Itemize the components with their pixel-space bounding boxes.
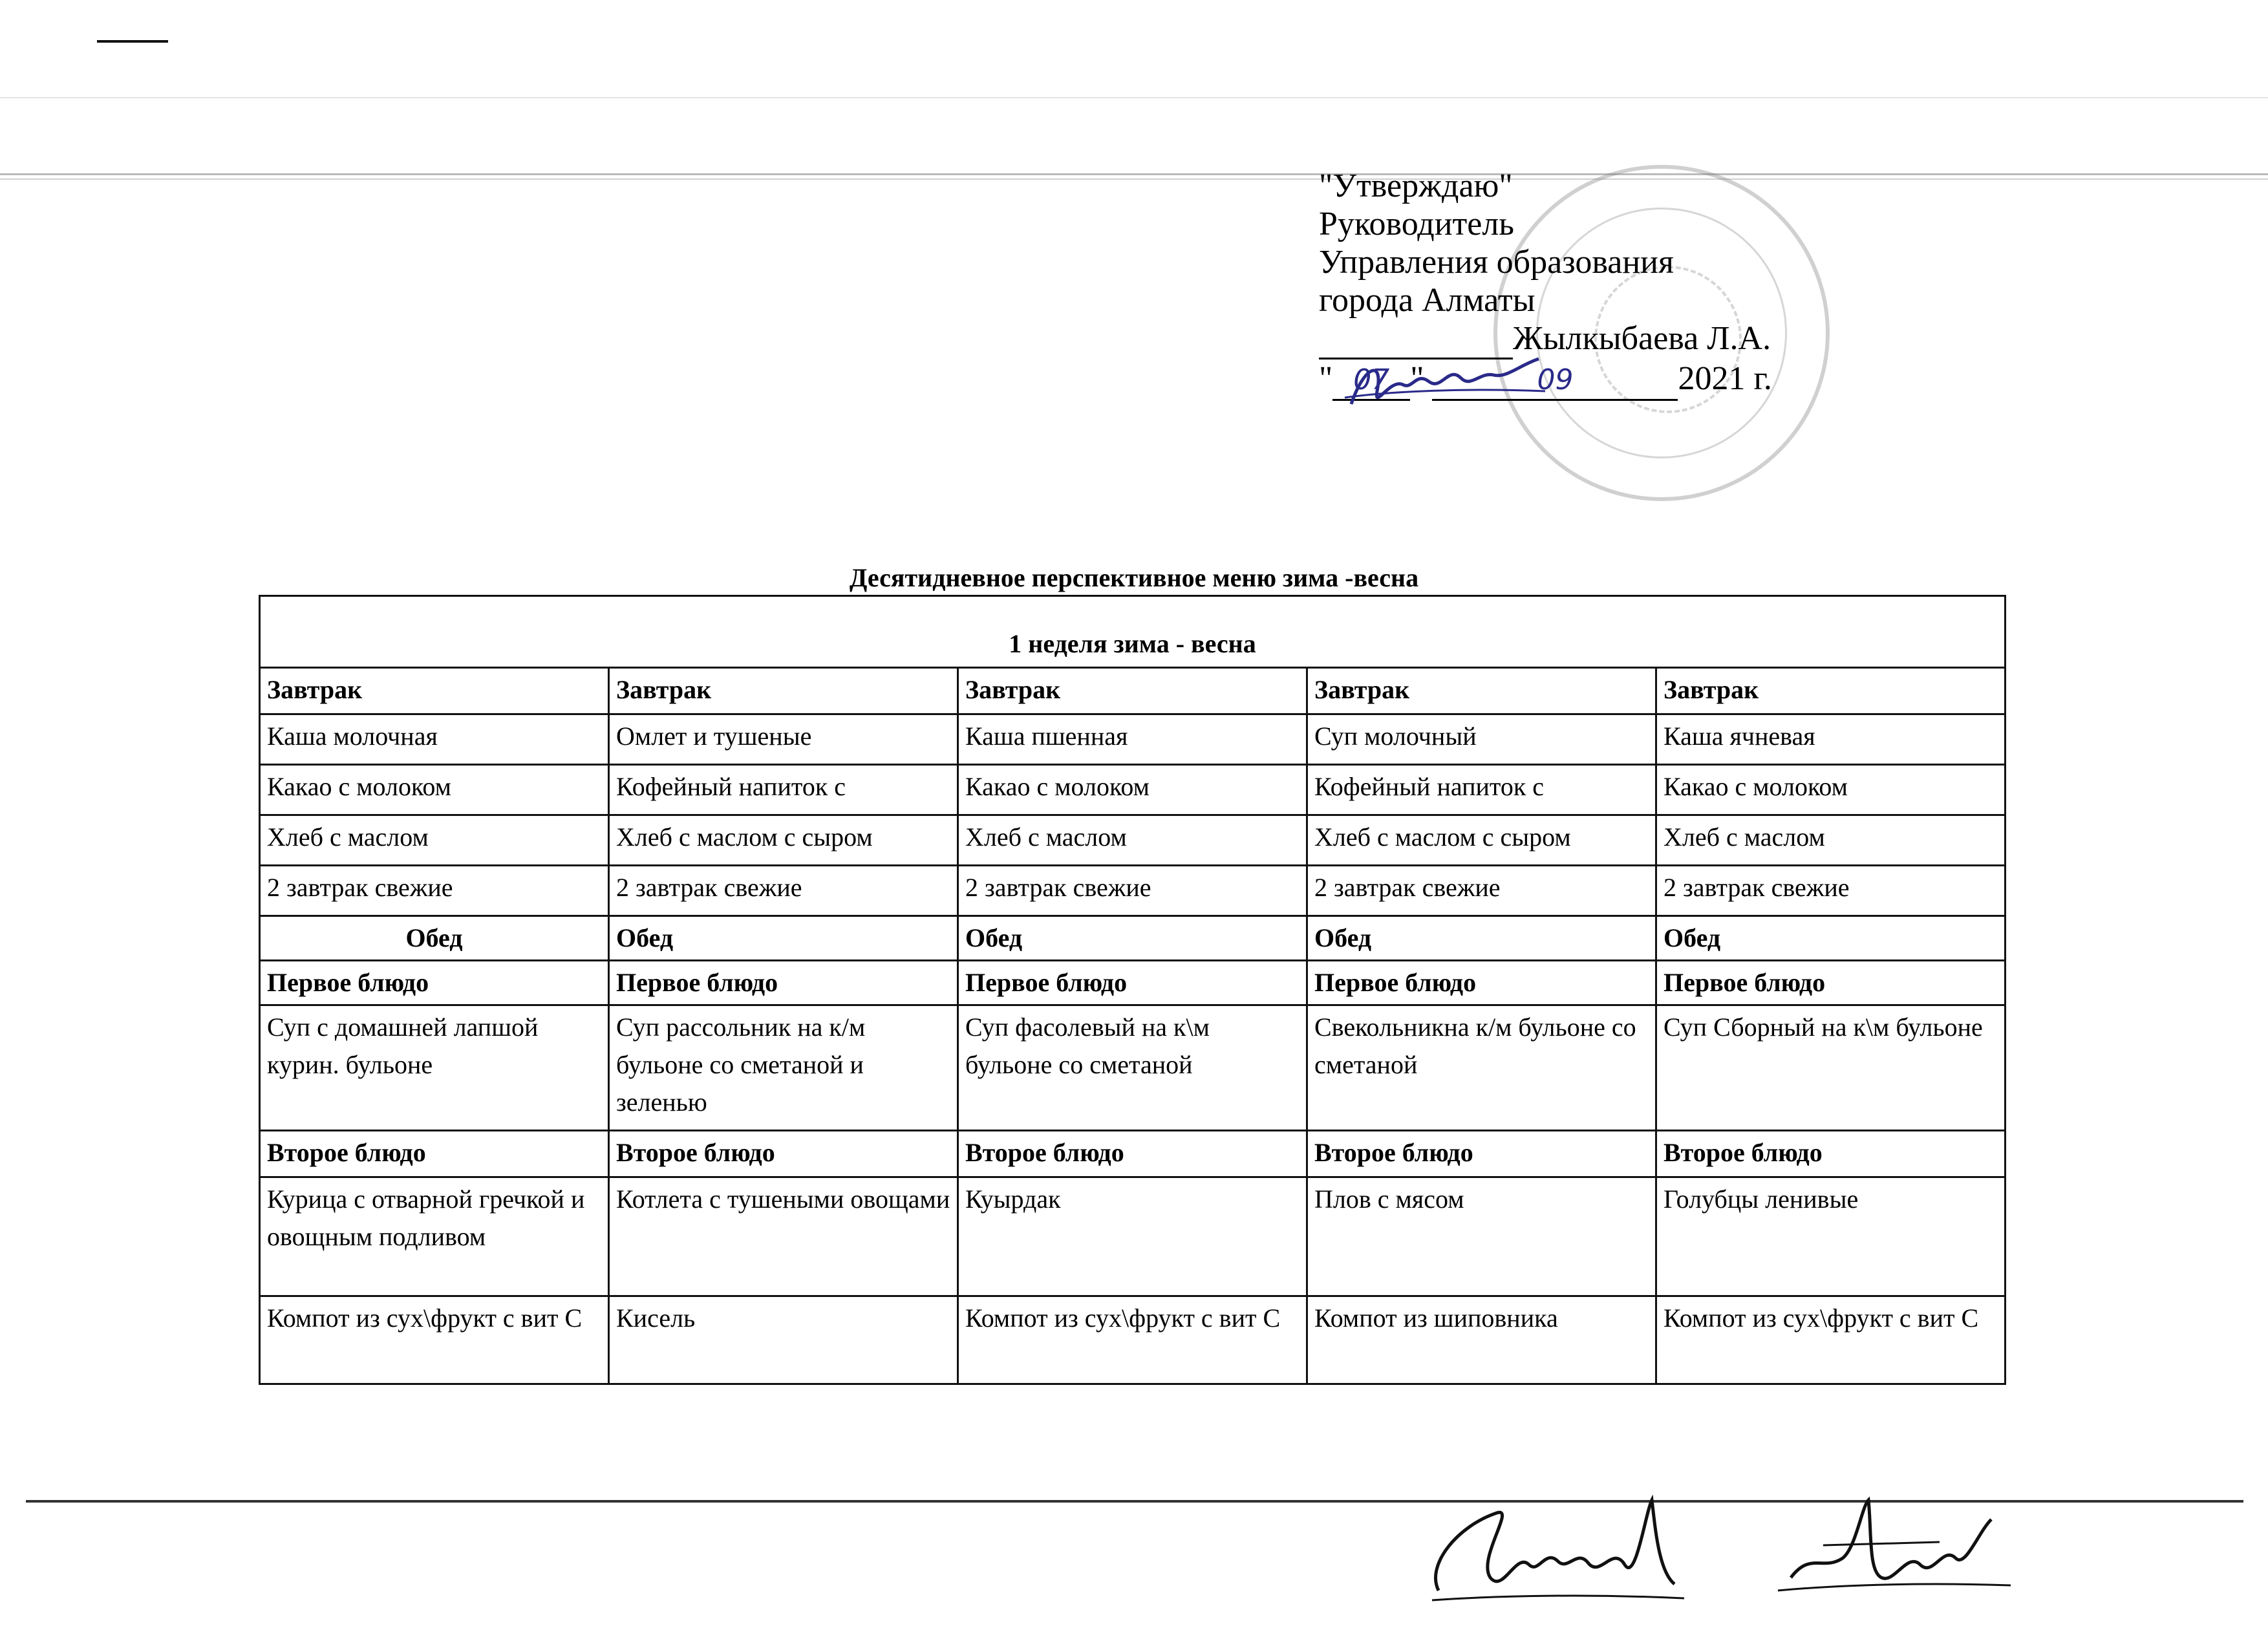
lunch-label: Обед xyxy=(609,916,958,961)
second-breakfast-cell: 2 завтрак свежие xyxy=(1307,866,1656,916)
lunch-drink-cell: Компот из сух\фрукт с вит С xyxy=(260,1296,609,1384)
second-course-label: Второе блюдо xyxy=(1307,1131,1656,1177)
breakfast-bread-cell: Хлеб с маслом с сыром xyxy=(609,815,958,866)
first-course-label: Первое блюдо xyxy=(260,961,609,1005)
first-course-row xyxy=(260,1005,2006,1131)
week-title: 1 неделя зима - весна xyxy=(260,596,2006,668)
breakfast-bread-cell: Хлеб с маслом xyxy=(1656,815,2006,866)
date-month: 09 xyxy=(1432,361,1678,401)
scan-mark xyxy=(97,40,168,43)
breakfast-label: Завтрак xyxy=(1656,668,2006,714)
first-course-label: Первое блюдо xyxy=(958,961,1307,1005)
lunch-label: Обед xyxy=(1307,916,1656,961)
second-breakfast-row xyxy=(260,866,2006,916)
first-course-label: Первое блюдо xyxy=(1307,961,1656,1005)
second-course-row xyxy=(260,1177,2006,1296)
date-quote-open: " xyxy=(1319,360,1333,397)
document-title: Десятидневное перспективное меню зима -весна xyxy=(849,563,1419,592)
date-day: 07 xyxy=(1332,361,1410,401)
breakfast-main-cell: Каша молочная xyxy=(260,714,609,765)
first-course-cell: Свекольникна к/м бульоне со сметаной xyxy=(1307,1005,1656,1131)
date-year: 2021 xyxy=(1678,360,1746,397)
footer-signature-1 xyxy=(1419,1487,1691,1610)
second-breakfast-cell: 2 завтрак свежие xyxy=(609,866,958,916)
breakfast-drink-row xyxy=(260,765,2006,815)
first-course-label: Первое блюдо xyxy=(609,961,958,1005)
menu-table xyxy=(259,595,2006,1385)
breakfast-drink-cell: Какао с молоком xyxy=(1656,765,2006,815)
scan-line xyxy=(0,178,2268,180)
breakfast-drink-cell: Какао с молоком xyxy=(958,765,1307,815)
scan-line xyxy=(0,97,2268,98)
second-breakfast-cell: 2 завтрак свежие xyxy=(260,866,609,916)
first-course-cell: Суп с домашней лапшой курин. бульоне xyxy=(260,1005,609,1131)
first-course-label-row xyxy=(260,961,2006,1005)
second-course-cell: Курица с отварной гречкой и овощным подливом xyxy=(260,1177,609,1296)
breakfast-drink-cell: Какао с молоком xyxy=(260,765,609,815)
second-course-cell: Котлета с тушеными овощами xyxy=(609,1177,958,1296)
lunch-drink-cell: Компот из шиповника xyxy=(1307,1296,1656,1384)
second-course-cell: Плов с мясом xyxy=(1307,1177,1656,1296)
breakfast-bread-cell: Хлеб с маслом с сыром xyxy=(1307,815,1656,866)
breakfast-bread-cell: Хлеб с маслом xyxy=(958,815,1307,866)
second-course-label: Второе блюдо xyxy=(609,1131,958,1177)
second-breakfast-cell: 2 завтрак свежие xyxy=(1656,866,2006,916)
breakfast-main-cell: Каша пшенная xyxy=(958,714,1307,765)
lunch-label: Обед xyxy=(958,916,1307,961)
breakfast-label-row xyxy=(260,668,2006,714)
lunch-label: Обед xyxy=(1656,916,2006,961)
approval-line-department: Управления образования xyxy=(1319,244,1674,281)
lunch-label-row xyxy=(260,916,2006,961)
breakfast-main-cell: Омлет и тушеные xyxy=(609,714,958,765)
lunch-label: Обед xyxy=(260,916,609,961)
second-course-label-row xyxy=(260,1131,2006,1177)
lunch-drink-cell: Кисель xyxy=(609,1296,958,1384)
breakfast-bread-cell: Хлеб с маслом xyxy=(260,815,609,866)
week-header-row xyxy=(260,596,2006,668)
breakfast-label: Завтрак xyxy=(609,668,958,714)
second-course-cell: Голубцы ленивые xyxy=(1656,1177,2006,1296)
breakfast-drink-cell: Кофейный напиток с xyxy=(609,765,958,815)
breakfast-label: Завтрак xyxy=(1307,668,1656,714)
approval-signature xyxy=(1338,352,1552,423)
approval-signer-name: Жылкыбаева Л.А. xyxy=(1513,320,1771,357)
first-course-cell: Суп фасолевый на к\м бульоне со сметаной xyxy=(958,1005,1307,1131)
lunch-drink-cell: Компот из сух\фрукт с вит С xyxy=(1656,1296,2006,1384)
scan-line xyxy=(0,173,2268,175)
approval-line-position: Руководитель xyxy=(1319,206,1514,242)
breakfast-main-row xyxy=(260,714,2006,765)
footer-signature-2 xyxy=(1771,1494,2017,1616)
second-course-cell: Куырдак xyxy=(958,1177,1307,1296)
date-quote-close: " xyxy=(1410,360,1424,397)
breakfast-bread-row xyxy=(260,815,2006,866)
first-course-label: Первое блюдо xyxy=(1656,961,2006,1005)
breakfast-main-cell: Каша ячневая xyxy=(1656,714,2006,765)
second-course-label: Второе блюдо xyxy=(1656,1131,2006,1177)
second-course-label: Второе блюдо xyxy=(260,1131,609,1177)
approval-line-city: города Алматы xyxy=(1319,282,1535,319)
date-suffix: г. xyxy=(1753,360,1772,397)
approval-line-approve: "Утверждаю" xyxy=(1319,167,1513,204)
lunch-drink-cell: Компот из сух\фрукт с вит С xyxy=(958,1296,1307,1384)
breakfast-drink-cell: Кофейный напиток с xyxy=(1307,765,1656,815)
breakfast-main-cell: Суп молочный xyxy=(1307,714,1656,765)
first-course-cell: Суп рассольник на к/м бульоне со сметаной и зеленью xyxy=(609,1005,958,1131)
breakfast-label: Завтрак xyxy=(260,668,609,714)
first-course-cell: Суп Сборный на к\м бульоне xyxy=(1656,1005,2006,1131)
second-breakfast-cell: 2 завтрак свежие xyxy=(958,866,1307,916)
second-course-label: Второе блюдо xyxy=(958,1131,1307,1177)
breakfast-label: Завтрак xyxy=(958,668,1307,714)
lunch-drink-row xyxy=(260,1296,2006,1384)
